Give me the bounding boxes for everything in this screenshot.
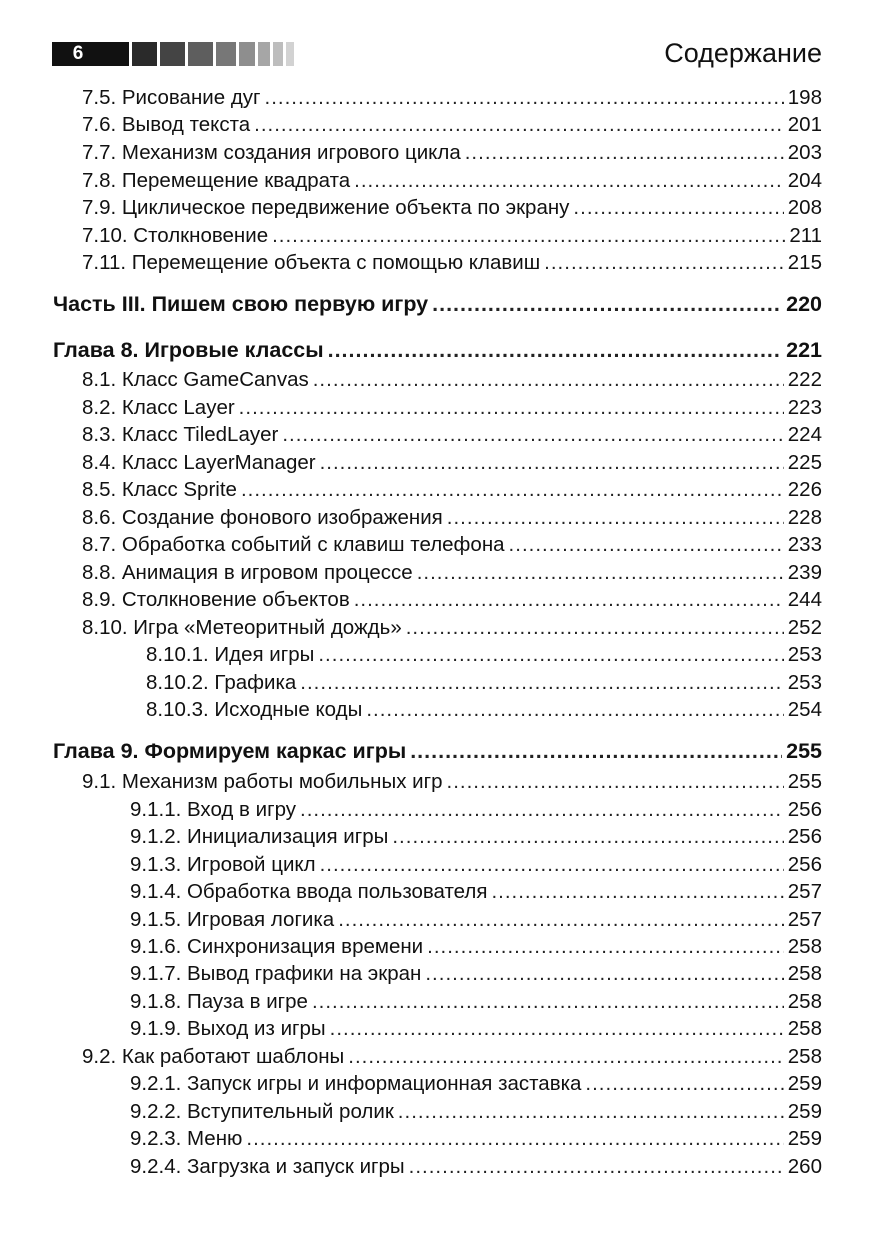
- toc-entry-title: Глава 8. Игровые классы: [53, 338, 324, 362]
- toc-page-number: 223: [787, 396, 822, 419]
- toc-page-number: 198: [787, 86, 822, 109]
- toc-entry-row: [130, 906, 822, 934]
- toc-entry-row: [146, 669, 822, 697]
- toc-entry-title: 9.2.2. Вступительный ролик: [130, 1100, 394, 1123]
- toc-entry-row: [146, 696, 822, 724]
- toc-entry-title: 8.9. Столкновение объектов: [82, 588, 350, 611]
- toc-page-number: 258: [787, 962, 822, 985]
- toc-entry-title: 9.1.4. Обработка ввода пользователя: [130, 880, 488, 903]
- toc-entry-row: [82, 167, 822, 195]
- dot-leader: [427, 933, 784, 961]
- toc-entry-title: 8.10.3. Исходные коды: [146, 698, 363, 721]
- toc-page-number: 260: [787, 1155, 822, 1178]
- dot-leader: [366, 696, 783, 724]
- toc-entry-row: [130, 1098, 822, 1126]
- toc-entry-row: [82, 394, 822, 422]
- toc-page-number: 254: [787, 698, 822, 721]
- toc-page-number: 220: [786, 292, 822, 316]
- dot-leader: [491, 878, 783, 906]
- dot-leader: [573, 194, 783, 222]
- toc-entry-title: 7.11. Перемещение объекта с помощью клавиш: [82, 251, 541, 274]
- toc-entry-row: [130, 988, 822, 1016]
- dot-leader: [300, 669, 784, 697]
- dot-leader: [348, 1043, 784, 1071]
- toc-page-number: 204: [787, 169, 822, 192]
- toc-entry-title: 7.7. Механизм создания игрового цикла: [82, 141, 461, 164]
- dot-leader: [272, 222, 785, 250]
- toc-entry-title: Глава 9. Формируем каркас игры: [53, 739, 407, 763]
- dot-leader: [585, 1070, 783, 1098]
- header-bar: [132, 42, 157, 66]
- header-bar: [258, 42, 270, 66]
- toc-entry-row: [130, 1070, 822, 1098]
- toc-page-number: 222: [787, 368, 822, 391]
- toc-page-number: 201: [787, 113, 822, 136]
- toc-page-number: 225: [787, 451, 822, 474]
- toc-page-number: 233: [787, 533, 822, 556]
- dot-leader: [254, 111, 784, 139]
- toc-entry-row: [130, 1125, 822, 1153]
- page-header: [52, 40, 822, 70]
- running-header-title: Содержание: [664, 38, 822, 68]
- toc-entry-title: 8.3. Класс TiledLayer: [82, 423, 279, 446]
- header-bar: [160, 42, 185, 66]
- dot-leader: [330, 1015, 784, 1043]
- dot-leader: [320, 851, 784, 879]
- toc-entry-title: 7.8. Перемещение квадрата: [82, 169, 351, 192]
- toc-entry-title: 9.1. Механизм работы мобильных игр: [82, 770, 443, 793]
- toc-entry-title: 7.10. Столкновение: [82, 224, 269, 247]
- header-gradient-bars: [104, 42, 294, 66]
- dot-leader: [320, 449, 784, 477]
- dot-leader: [447, 504, 784, 532]
- toc-entry-title: 9.1.6. Синхронизация времени: [130, 935, 424, 958]
- toc-page-number: 258: [787, 935, 822, 958]
- toc-entry-row: [130, 823, 822, 851]
- toc-entry-title: 7.6. Вывод текста: [82, 113, 251, 136]
- toc-page-number: 256: [787, 798, 822, 821]
- toc-entry-title: 9.1.8. Пауза в игре: [130, 990, 308, 1013]
- toc-entry-title: 7.5. Рисование дуг: [82, 86, 261, 109]
- toc-page-number: 228: [787, 506, 822, 529]
- header-bar: [286, 42, 294, 66]
- toc-page-number: 252: [787, 616, 822, 639]
- dot-leader: [354, 167, 784, 195]
- toc-heading-row: [53, 737, 822, 765]
- dot-leader: [300, 796, 784, 824]
- toc-entry-title: 8.10. Игра «Метеоритный дождь»: [82, 616, 402, 639]
- toc-entry-title: 9.2.1. Запуск игры и информационная заставка: [130, 1072, 582, 1095]
- toc-entry-row: [146, 641, 822, 669]
- toc-entry-row: [130, 933, 822, 961]
- toc-entry-title: 8.4. Класс LayerManager: [82, 451, 316, 474]
- toc-entry-title: 8.7. Обработка событий с клавиш телефона: [82, 533, 505, 556]
- header-bar: [216, 42, 236, 66]
- toc-entry-row: [130, 960, 822, 988]
- toc-entry-title: 9.2. Как работают шаблоны: [82, 1045, 345, 1068]
- toc-entry-title: 9.1.3. Игровой цикл: [130, 853, 316, 876]
- toc-entry-row: [82, 768, 822, 796]
- toc-page-number: 256: [787, 825, 822, 848]
- dot-leader: [282, 421, 783, 449]
- toc-entry-title: 9.1.9. Выход из игры: [130, 1017, 326, 1040]
- dot-leader: [509, 531, 784, 559]
- toc-page-number: 259: [787, 1127, 822, 1150]
- toc-entry-row: [82, 366, 822, 394]
- dot-leader: [318, 641, 783, 669]
- dot-leader: [328, 336, 783, 364]
- dot-leader: [544, 249, 784, 277]
- dot-leader: [312, 988, 784, 1016]
- dot-leader: [239, 394, 784, 422]
- toc-page-number: 258: [787, 1045, 822, 1068]
- toc-entry-row: [82, 476, 822, 504]
- toc-entry-row: [82, 139, 822, 167]
- toc-entry-row: [130, 851, 822, 879]
- toc-page-number: 239: [787, 561, 822, 584]
- dot-leader: [447, 768, 784, 796]
- toc-entry-title: 8.8. Анимация в игровом процессе: [82, 561, 413, 584]
- toc-entry-row: [82, 421, 822, 449]
- toc-entry-row: [82, 614, 822, 642]
- toc-entry-title: 8.10.1. Идея игры: [146, 643, 315, 666]
- toc-page-number: 253: [787, 643, 822, 666]
- header-bar: [273, 42, 283, 66]
- toc-page-number: 215: [787, 251, 822, 274]
- toc-entry-row: [82, 222, 822, 250]
- dot-leader: [338, 906, 784, 934]
- toc-entry-title: 7.9. Циклическое передвижение объекта по экрану: [82, 196, 570, 219]
- toc-entry-title: 8.10.2. Графика: [146, 671, 297, 694]
- dot-leader: [241, 476, 784, 504]
- dot-leader: [432, 290, 782, 318]
- toc-page-number: 255: [786, 739, 822, 763]
- toc-page-number: 259: [787, 1100, 822, 1123]
- toc-entry-row: [82, 504, 822, 532]
- dot-leader: [246, 1125, 783, 1153]
- toc-entry-row: [82, 586, 822, 614]
- toc-page-number: 203: [787, 141, 822, 164]
- toc-entry-title: 9.1.5. Игровая логика: [130, 908, 335, 931]
- toc-entry-title: 8.5. Класс Sprite: [82, 478, 237, 501]
- toc-entry-title: 8.2. Класс Layer: [82, 396, 235, 419]
- toc-page-number: 257: [787, 880, 822, 903]
- toc-page-number: 211: [789, 224, 822, 247]
- toc-entry-row: [82, 1043, 822, 1071]
- dot-leader: [265, 84, 784, 112]
- toc-entry-row: [130, 796, 822, 824]
- toc-page-number: 259: [787, 1072, 822, 1095]
- dot-leader: [406, 614, 784, 642]
- dot-leader: [354, 586, 784, 614]
- toc-page-number: 258: [787, 990, 822, 1013]
- toc-page-number: 256: [787, 853, 822, 876]
- toc-entry-row: [82, 194, 822, 222]
- dot-leader: [410, 737, 782, 765]
- toc-entry-row: [130, 1015, 822, 1043]
- toc-page-number: 244: [787, 588, 822, 611]
- header-bar: [188, 42, 213, 66]
- toc-entry-title: Часть III. Пишем свою первую игру: [53, 292, 429, 316]
- toc-entry-row: [130, 1153, 822, 1181]
- toc-page-number: 257: [787, 908, 822, 931]
- toc-page-number: 208: [787, 196, 822, 219]
- toc-heading-row: [53, 336, 822, 364]
- toc-entry-title: 9.2.4. Загрузка и запуск игры: [130, 1155, 405, 1178]
- toc-entry-row: [82, 111, 822, 139]
- dot-leader: [425, 960, 783, 988]
- toc-heading-row: [53, 290, 822, 318]
- dot-leader: [398, 1098, 784, 1126]
- header-bar: [239, 42, 255, 66]
- toc-page-number: 253: [787, 671, 822, 694]
- toc-entry-title: 9.1.7. Вывод графики на экран: [130, 962, 422, 985]
- toc-entry-title: 8.1. Класс GameCanvas: [82, 368, 309, 391]
- toc-page-number: 226: [787, 478, 822, 501]
- toc-page-number: 221: [786, 338, 822, 362]
- dot-leader: [392, 823, 783, 851]
- toc-page-number: 255: [787, 770, 822, 793]
- toc-entry-row: [82, 531, 822, 559]
- toc-entry-row: [82, 84, 822, 112]
- toc-entry-row: [82, 449, 822, 477]
- page-number: 6: [52, 42, 104, 66]
- toc-entry-row: [130, 878, 822, 906]
- toc-page-number: 258: [787, 1017, 822, 1040]
- toc-entry-title: 8.6. Создание фонового изображения: [82, 506, 443, 529]
- toc-entry-title: 9.2.3. Меню: [130, 1127, 243, 1150]
- toc-page-number: 224: [787, 423, 822, 446]
- header-bar: [104, 42, 129, 66]
- toc-entry-row: [82, 559, 822, 587]
- toc-entry-title: 9.1.1. Вход в игру: [130, 798, 296, 821]
- toc-entry-title: 9.1.2. Инициализация игры: [130, 825, 389, 848]
- dot-leader: [409, 1153, 784, 1181]
- toc-entry-row: [82, 249, 822, 277]
- dot-leader: [465, 139, 784, 167]
- dot-leader: [417, 559, 784, 587]
- dot-leader: [313, 366, 784, 394]
